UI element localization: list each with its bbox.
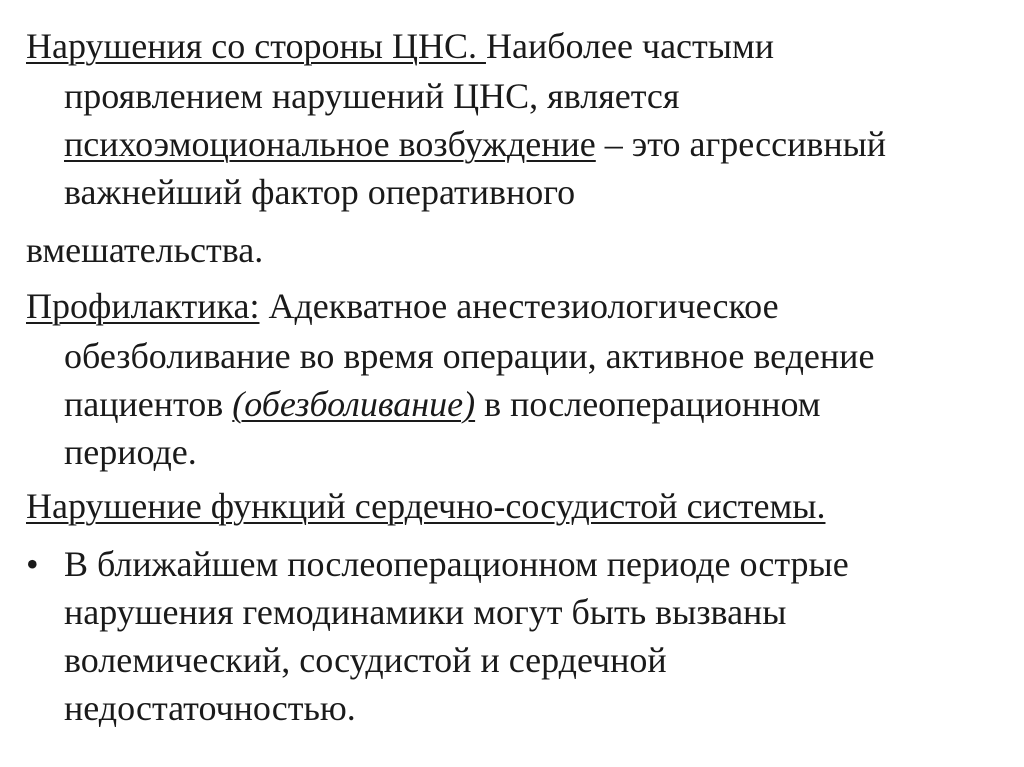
- prevention-line-3-b: в послеоперационном: [475, 384, 821, 424]
- cns-paragraph-line-3-rest: – это агрессивный: [595, 124, 887, 164]
- prevention-paragraph-line-3: [64, 382, 821, 426]
- bullet-line-2: нарушения гемодинамики могут быть вызваны: [64, 592, 787, 632]
- cardio-heading: [26, 484, 825, 528]
- prevention-intro-text: Адекватное анестезиологическое: [259, 286, 779, 326]
- bullet-line-4: недостаточностью.: [64, 688, 356, 728]
- bullet-line-1: В ближайшем послеоперационном периоде острые: [64, 544, 849, 584]
- cns-paragraph-line-1: [26, 24, 774, 68]
- bullet-line-3: волемический, сосудистой и сердечной: [64, 640, 667, 680]
- cns-paragraph-line-3: [64, 122, 886, 166]
- prevention-heading: Профилактика:: [26, 286, 260, 326]
- psycho-agitation-term: психоэмоциональное возбуждение: [64, 124, 596, 164]
- prevention-paragraph-line-1: [26, 284, 779, 328]
- cardio-heading-text: Нарушение функций сердечно-сосудистой системы.: [26, 486, 826, 526]
- prevention-line-3-a: пациентов: [64, 384, 233, 424]
- cns-paragraph-line-2: проявлением нарушений ЦНС, является: [64, 76, 680, 116]
- prevention-paragraph-line-2: обезболивание во время операции, активное ведение: [64, 336, 875, 376]
- bullet-marker: •: [26, 544, 39, 584]
- prevention-paragraph-line-4: периоде.: [64, 432, 197, 472]
- cns-paragraph-line-5: вмешательства.: [26, 230, 264, 270]
- cns-heading: Нарушения со стороны ЦНС.: [26, 26, 486, 66]
- cns-intro-text: Наиболее частыми: [485, 26, 775, 66]
- cns-paragraph-line-4: важнейший фактор оперативного: [64, 172, 576, 212]
- analgesia-term: (обезболивание): [232, 384, 476, 424]
